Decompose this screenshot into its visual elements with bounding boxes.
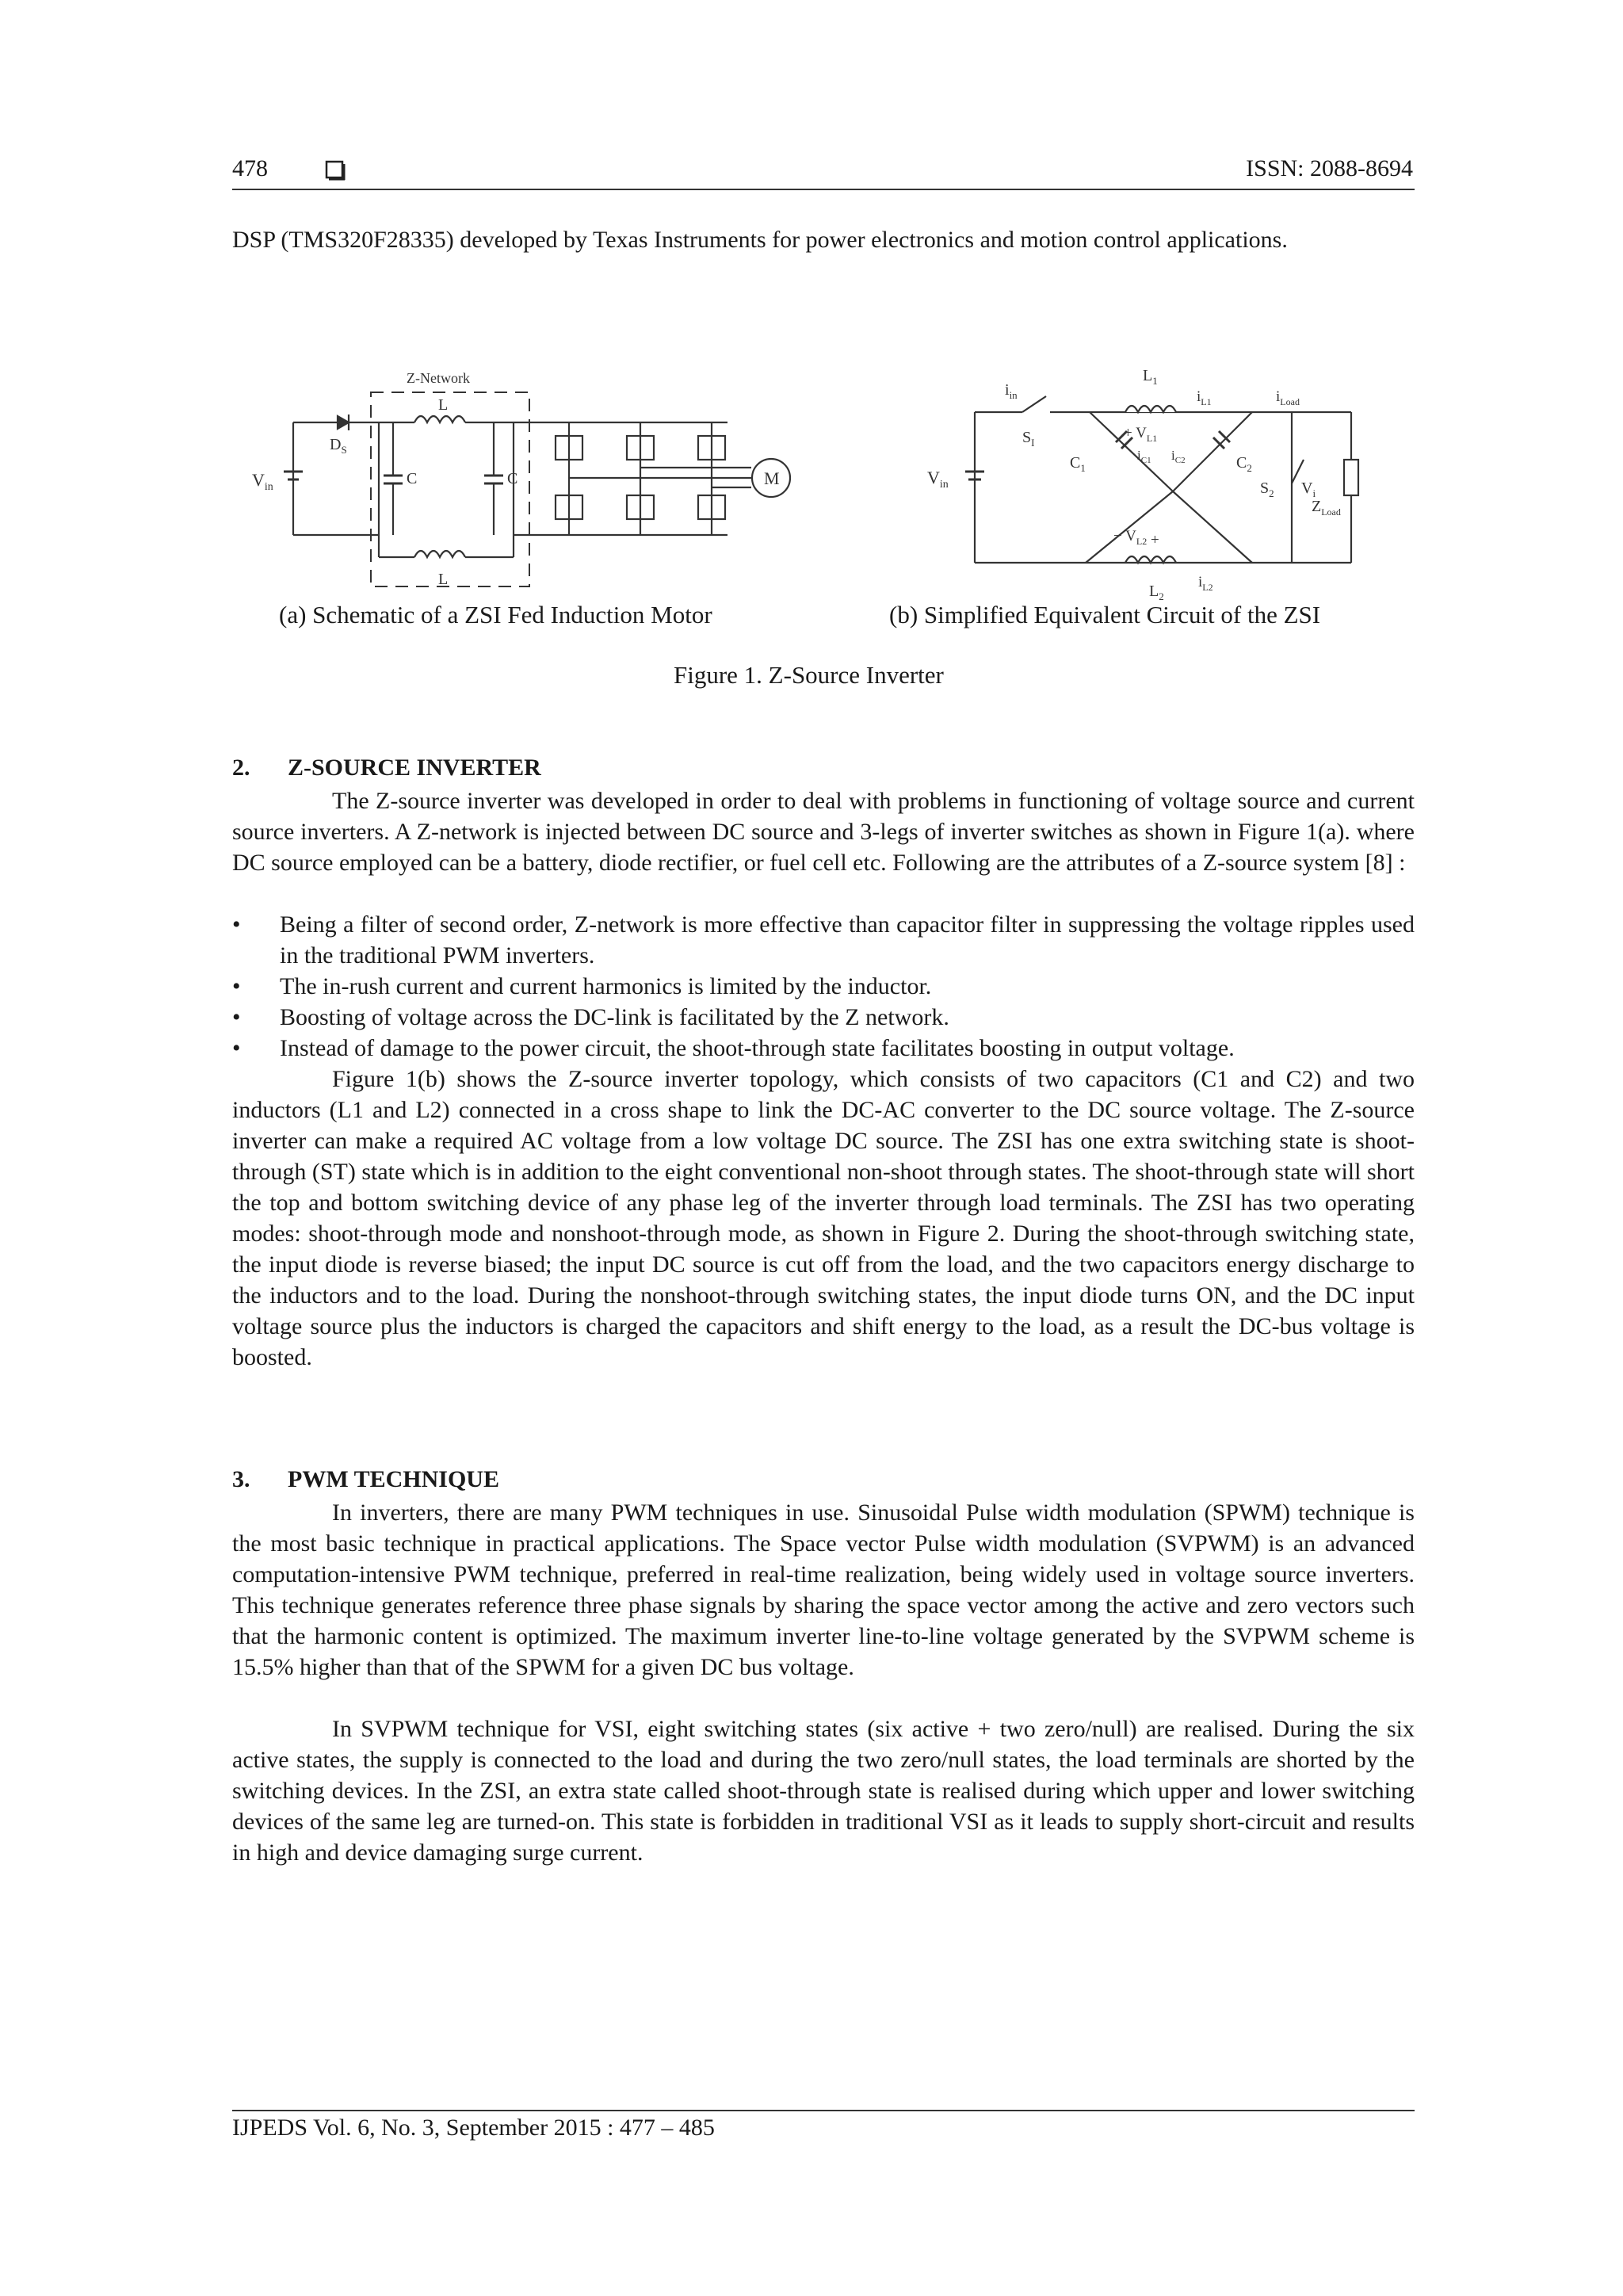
section-3-heading bbox=[232, 1466, 499, 1493]
svg-text:C: C bbox=[507, 470, 518, 487]
section-2-paragraph-2: Figure 1(b) shows the Z-source inverter topology, which consists of two capacitors (C1 and C2) and two inductors (L1 and L2) connected in a cross shape to link the DC-AC converter to the DC source voltage. The Z-source inverter can make a required AC voltage from a low voltage DC source. The ZSI has one extra switching state is shoot-through (ST) state which is in addition to the eight conventional non-shoot through states. The shoot-through state will short the top and bottom switching device of any phase leg of the inverter through load terminals. The ZSI has two operating modes: shoot-through mode and nonshoot-through mode, as shown in Figure 2. During the shoot-through switching state, the input diode is reverse biased; the input DC source is cut off from the load, and the two capacitors energy discharge to the inductors and to the load. During the nonshoot-through switching states, the input diode turns ON, and the DC input voltage source plus the inductors is charged the capacitors and shift energy to the load, as a result the DC-bus voltage is boosted. bbox=[232, 1066, 1415, 1370]
square-bullet-icon bbox=[325, 160, 346, 181]
list-item: • Being a filter of second order, Z-network is more effective than capacitor filter in suppressing the voltage ripples used in the traditional PWM inverters. bbox=[232, 909, 1415, 971]
svg-text:C2: $C_2$ bbox=[1236, 454, 1252, 474]
svg-text:M: M bbox=[764, 468, 780, 488]
svg-text:L2: $L_2$ bbox=[1149, 583, 1164, 602]
svg-text:iC2: $i_{C2}$ bbox=[1171, 448, 1186, 465]
svg-text:L1: $L_1$ bbox=[1143, 367, 1158, 387]
svg-text:C: C bbox=[407, 470, 418, 487]
section-2-bullet-list bbox=[232, 909, 1415, 1064]
bullet-icon: • bbox=[232, 973, 241, 999]
svg-text:L: L bbox=[438, 396, 449, 414]
header-rule bbox=[232, 189, 1415, 190]
svg-text:C1: $C_1$ bbox=[1070, 454, 1086, 474]
list-item: • The in-rush current and current harmonics is limited by the inductor. bbox=[232, 971, 1415, 1002]
svg-text:ZLoad: $Z_{Load}$ bbox=[1312, 498, 1341, 518]
section-3-paragraph-1: In inverters, there are many PWM techniques in use. Sinusoidal Pulse width modulation (SPWM) technique is the most basic technique in practical applications. The Space vector Pulse width modulation (SVPWM) is an advanced computation-intensive PWM technique, preferred in real-time realization, being widely used in voltage source inverters. This technique generates reference three phase signals by sharing the space vector among the active and zero vectors such that the harmonic content is optimized. The maximum inverter line-to-line voltage generated by the SVPWM scheme is 15.5% higher than that of the SPWM for a given DC bus voltage. bbox=[232, 1499, 1415, 1680]
bullet-icon: • bbox=[232, 911, 241, 938]
figure-1a-schematic bbox=[244, 361, 815, 598]
svg-text:iC1: $i_{C1}$ bbox=[1137, 448, 1151, 465]
svg-text:Vin: $V_{in}$ bbox=[927, 468, 949, 491]
svg-text:iLoad: $i_{Load}$ bbox=[1276, 388, 1300, 407]
svg-text:− VL2 +: − $V_{L2}$ + bbox=[1113, 528, 1159, 548]
svg-text:iL2: $i_{L2}$ bbox=[1198, 574, 1213, 593]
svg-text:iL1: $i_{L1}$ bbox=[1197, 388, 1212, 407]
list-item: • Boosting of voltage across the DC-link is facilitated by the Z network. bbox=[232, 1002, 1415, 1033]
list-item: • Instead of damage to the power circuit, the shoot-through state facilitates boosting in output voltage. bbox=[232, 1033, 1415, 1064]
bullet-icon: • bbox=[232, 1035, 241, 1061]
z-network-label: Z-Network bbox=[407, 370, 470, 386]
svg-text:Vi: $V_i$ bbox=[1301, 479, 1316, 499]
figure-1b-schematic bbox=[911, 349, 1387, 602]
svg-text:L: L bbox=[438, 571, 449, 588]
section-3-number: 3. bbox=[232, 1466, 250, 1492]
bullet-icon: • bbox=[232, 1004, 241, 1030]
svg-text:Vin: $V_{in}$ bbox=[252, 470, 273, 493]
section-2-paragraph-1: The Z-source inverter was developed in order to deal with problems in functioning of voltage source and current source inverters. A Z-network is injected between DC source and 3-legs of inverter switches as shown in Figure 1(a). where DC source employed can be a battery, diode rectifier, or fuel cell etc. Following are the attributes of a Z-source system [8] : bbox=[232, 788, 1415, 876]
svg-text:+ VL1: + $V_{L1}$ bbox=[1124, 425, 1158, 444]
intro-paragraph: DSP (TMS320F28335) developed by Texas Instruments for power electronics and motion control applications. bbox=[232, 227, 1288, 253]
section-2-title: Z-SOURCE INVERTER bbox=[288, 755, 541, 781]
section-3-paragraph-2: In SVPWM technique for VSI, eight switching states (six active + two zero/null) are realised. During the six active states, the supply is connected to the load and during the two zero/null states, the load terminals are shorted by the switching devices. In the ZSI, an extra state called shoot-through state is realised during which upper and lower switching devices of the same leg are turned-on. This state is forbidden in traditional VSI as it leads to supply short-circuit and results in high and device damaging surge current. bbox=[232, 1716, 1415, 1866]
inverter-legs bbox=[556, 422, 751, 535]
svg-text:iin: $i_{in}$ bbox=[1005, 381, 1018, 401]
svg-text:DS: $D_S$ bbox=[330, 436, 347, 456]
svg-text:S2: $S_2$ bbox=[1260, 479, 1274, 499]
issn-label: ISSN: 2088-8694 bbox=[1246, 155, 1413, 181]
figure-1b-caption: (b) Simplified Equivalent Circuit of the ZSI bbox=[889, 601, 1321, 628]
footer-citation: IJPEDS Vol. 6, No. 3, September 2015 : 477 – 485 bbox=[232, 2115, 715, 2141]
figure-1a-caption: (a) Schematic of a ZSI Fed Induction Motor bbox=[279, 601, 712, 628]
svg-text:SI: $S_I$ bbox=[1022, 429, 1035, 449]
section-3-title: PWM TECHNIQUE bbox=[288, 1466, 499, 1492]
footer-rule bbox=[232, 2110, 1415, 2111]
page-number: 478 bbox=[232, 155, 268, 181]
section-2-number: 2. bbox=[232, 755, 250, 781]
section-2-heading bbox=[232, 755, 541, 781]
figure-1-caption: Figure 1. Z-Source Inverter bbox=[674, 661, 944, 689]
